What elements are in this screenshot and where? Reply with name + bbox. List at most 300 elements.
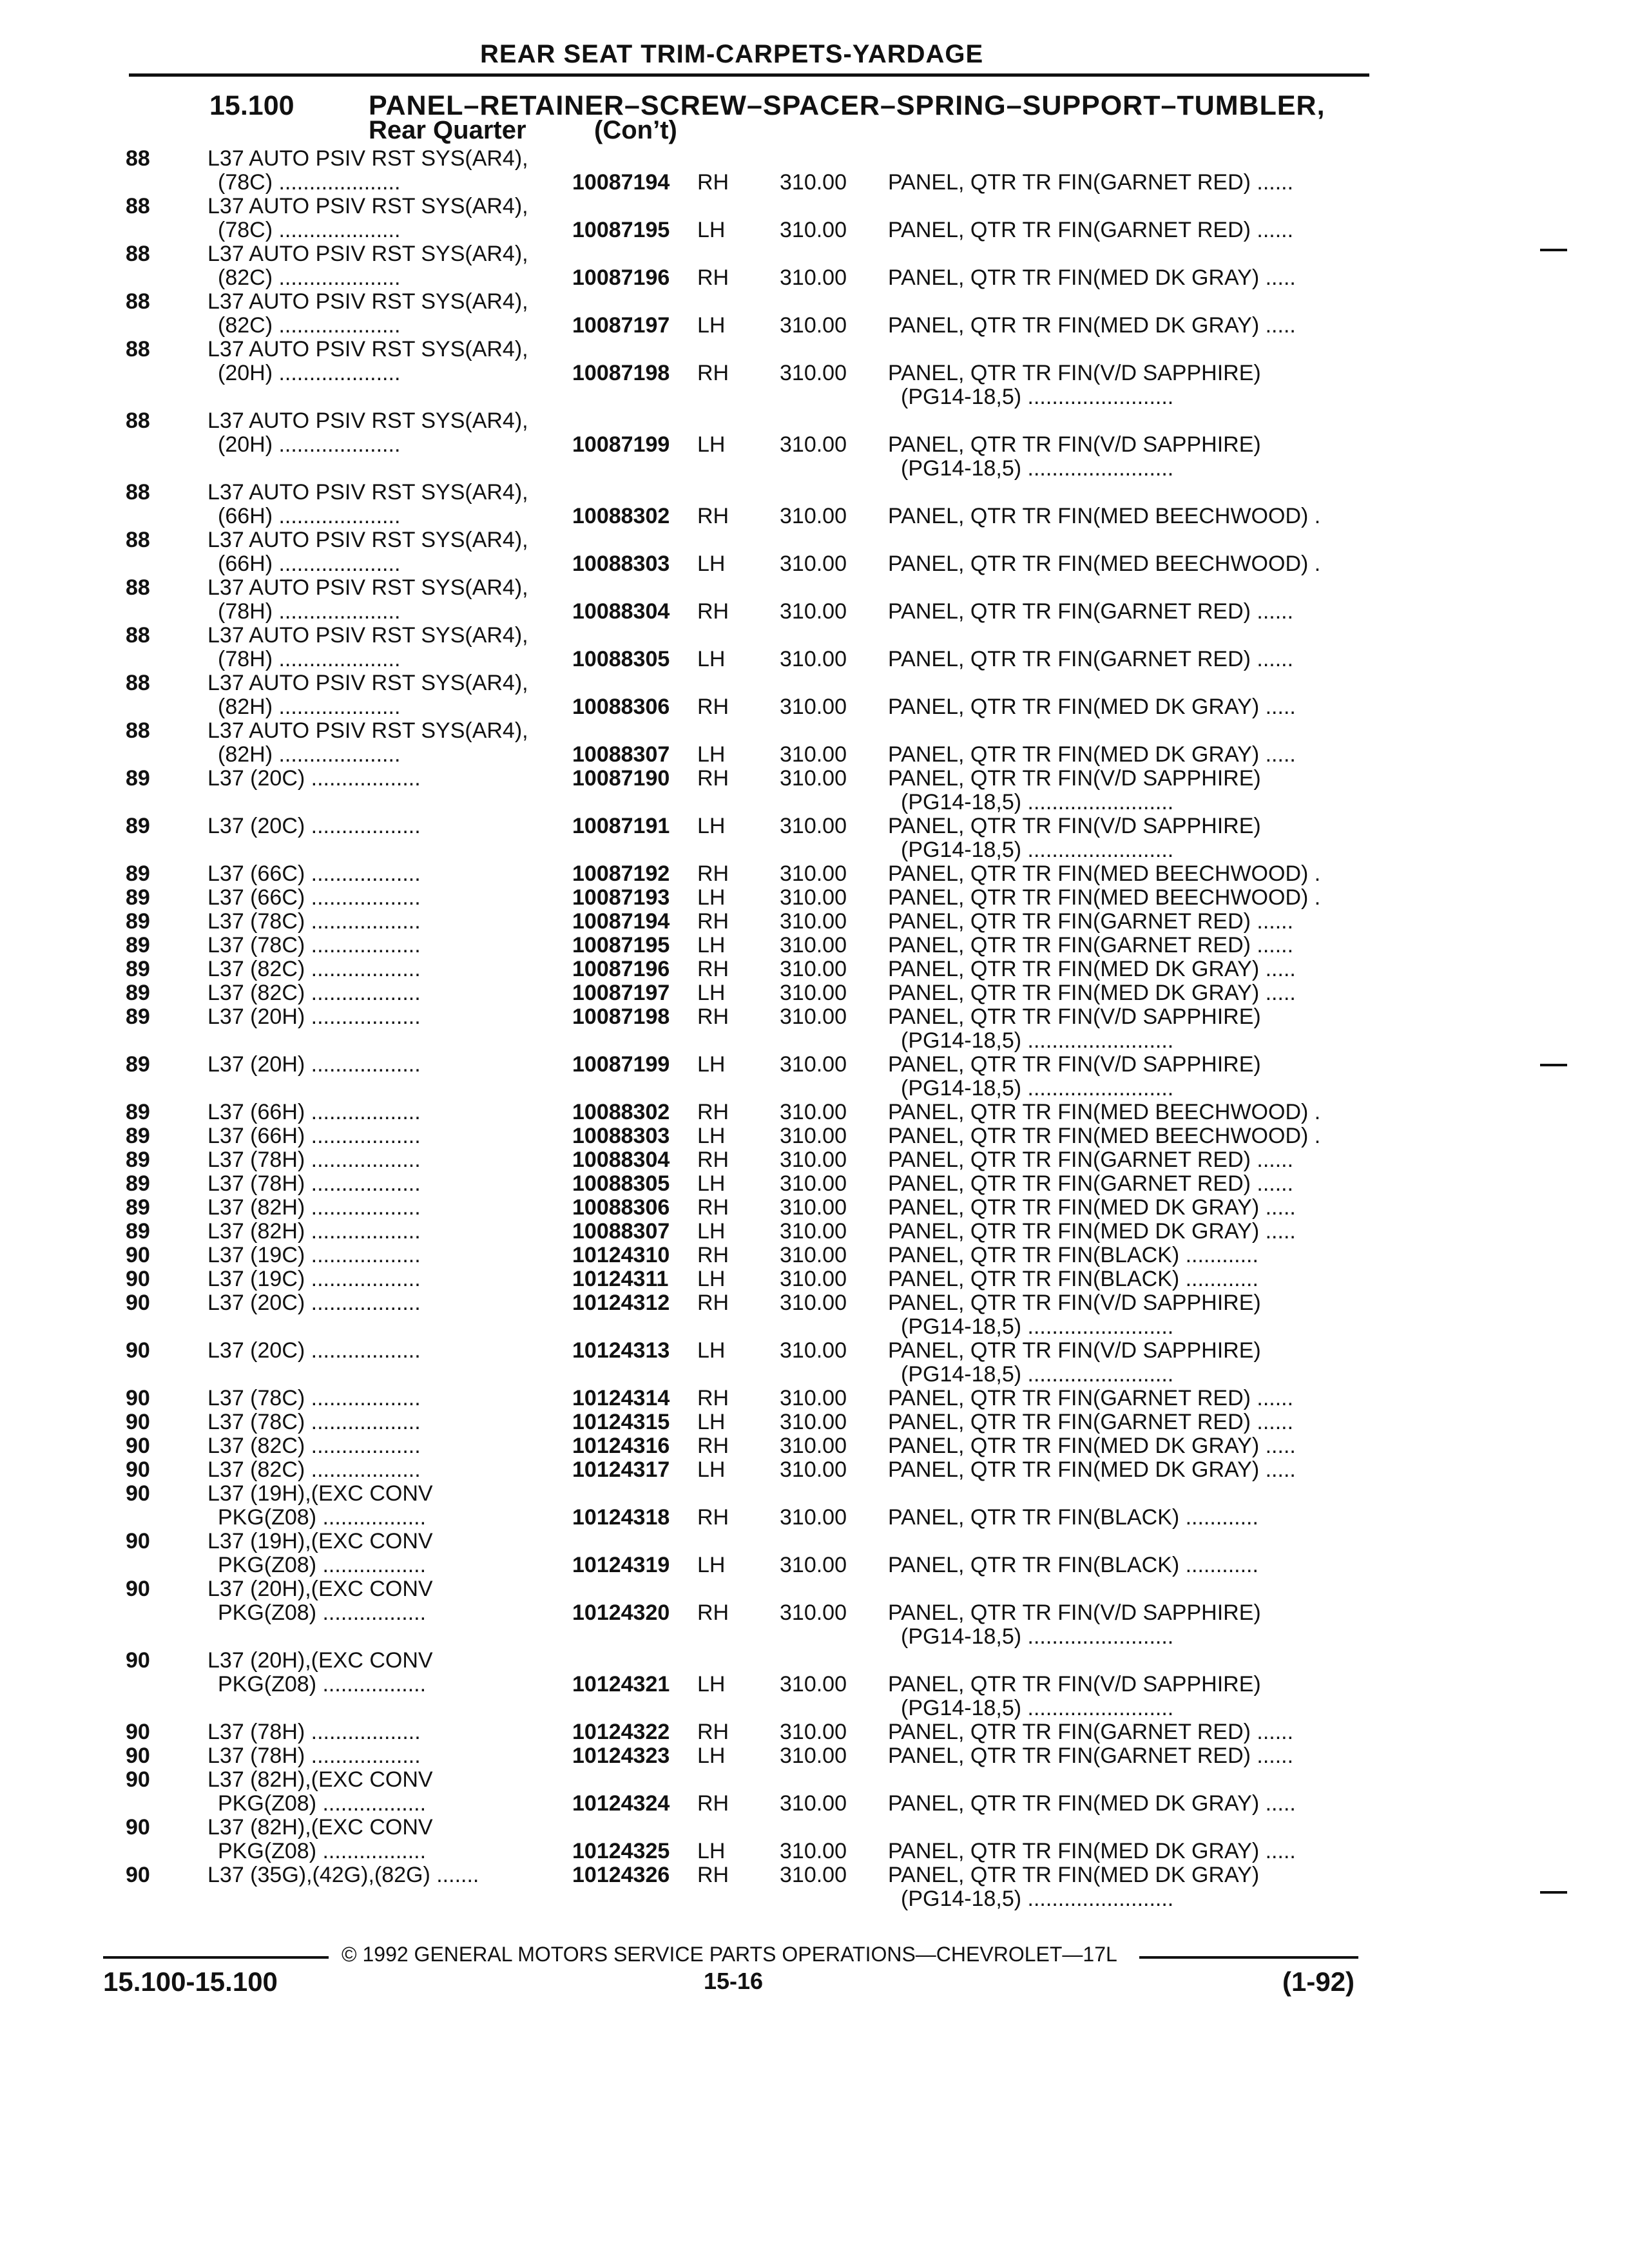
part-description: L37 (20C) .................. [207, 1338, 421, 1363]
part-description: L37 AUTO PSIV RST SYS(AR4), [207, 194, 528, 218]
part-name: PANEL, QTR TR FIN(GARNET RED) ...... [888, 933, 1294, 957]
table-row [0, 671, 1629, 723]
part-name: PANEL, QTR TR FIN(MED DK GRAY) ..... [888, 265, 1296, 290]
part-name: PANEL, QTR TR FIN(MED DK GRAY) ..... [888, 1219, 1296, 1244]
quantity: 310.00 [780, 1457, 847, 1482]
quantity: 310.00 [780, 218, 847, 242]
part-description: L37 (78H) .................. [207, 1171, 421, 1196]
side: LH [697, 1124, 726, 1148]
part-description: L37 AUTO PSIV RST SYS(AR4), [207, 575, 528, 600]
table-row [0, 1482, 1629, 1533]
part-description: L37 (78H) .................. [207, 1744, 421, 1768]
illustration-number: 88 [126, 408, 150, 433]
part-number: 10124315 [572, 1410, 670, 1434]
part-name: PANEL, QTR TR FIN(GARNET RED) ...... [888, 1410, 1294, 1434]
quantity: 310.00 [780, 504, 847, 528]
part-number: 10087191 [572, 814, 670, 838]
quantity: 310.00 [780, 1672, 847, 1696]
footer-date: (1-92) [1282, 1966, 1355, 1997]
side: RH [697, 1148, 729, 1172]
illustration-number: 88 [126, 623, 150, 648]
side: RH [697, 504, 729, 528]
illustration-number: 88 [126, 671, 150, 695]
side: RH [697, 1386, 729, 1410]
page-title: REAR SEAT TRIM-CARPETS-YARDAGE [480, 40, 984, 68]
illustration-number: 88 [126, 575, 150, 600]
part-number: 10124310 [572, 1243, 670, 1267]
part-name: PANEL, QTR TR FIN(V/D SAPPHIRE) [888, 1600, 1261, 1625]
part-number: 10087197 [572, 313, 670, 338]
table-row [0, 147, 1629, 198]
part-description-cont: (82C) .................... [218, 265, 401, 290]
part-name: PANEL, QTR TR FIN(MED DK GRAY) ..... [888, 695, 1296, 719]
part-name: PANEL, QTR TR FIN(BLACK) ............ [888, 1505, 1258, 1530]
part-name: PANEL, QTR TR FIN(MED DK GRAY) ..... [888, 1457, 1296, 1482]
side: LH [697, 1553, 726, 1577]
side: RH [697, 1291, 729, 1315]
footer-section-range: 15.100-15.100 [103, 1966, 278, 1997]
part-number: 10087197 [572, 981, 670, 1005]
illustration-number: 90 [126, 1243, 150, 1267]
part-description: L37 AUTO PSIV RST SYS(AR4), [207, 242, 528, 266]
part-name: PANEL, QTR TR FIN(MED DK GRAY) ..... [888, 1839, 1296, 1863]
side: RH [697, 766, 729, 791]
part-number: 10088302 [572, 504, 670, 528]
side: LH [697, 218, 726, 242]
part-number: 10088305 [572, 1171, 670, 1196]
quantity: 310.00 [780, 1410, 847, 1434]
part-number: 10087190 [572, 766, 670, 791]
part-name: PANEL, QTR TR FIN(V/D SAPPHIRE) [888, 814, 1261, 838]
part-name: PANEL, QTR TR FIN(GARNET RED) ...... [888, 1386, 1294, 1410]
quantity: 310.00 [780, 1291, 847, 1315]
part-name-cont: (PG14-18,5) ........................ [901, 1624, 1174, 1649]
quantity: 310.00 [780, 1600, 847, 1625]
part-description-cont: PKG(Z08) ................. [218, 1839, 427, 1863]
part-number: 10088306 [572, 695, 670, 719]
part-description: L37 (78C) .................. [207, 1386, 421, 1410]
side: LH [697, 814, 726, 838]
part-name-cont: (PG14-18,5) ........................ [901, 385, 1174, 409]
illustration-number: 90 [126, 1457, 150, 1482]
section-title: PANEL–RETAINER–SCREW–SPACER–SPRING–SUPPORT–TUMBLER, [369, 90, 1325, 121]
part-number: 10124312 [572, 1291, 670, 1315]
quantity: 310.00 [780, 933, 847, 957]
part-name-cont: (PG14-18,5) ........................ [901, 790, 1174, 814]
quantity: 310.00 [780, 766, 847, 791]
part-description: L37 (82C) .................. [207, 981, 421, 1005]
part-description: L37 (19C) .................. [207, 1267, 421, 1291]
part-name: PANEL, QTR TR FIN(MED DK GRAY) ..... [888, 742, 1296, 767]
illustration-number: 90 [126, 1481, 150, 1506]
part-number: 10124311 [572, 1267, 669, 1291]
part-description: L37 AUTO PSIV RST SYS(AR4), [207, 146, 528, 171]
side: LH [697, 933, 726, 957]
quantity: 310.00 [780, 1004, 847, 1029]
part-description: L37 (78C) .................. [207, 933, 421, 957]
quantity: 310.00 [780, 361, 847, 385]
side: LH [697, 1457, 726, 1482]
part-description: L37 (82H),(EXC CONV [207, 1815, 433, 1840]
quantity: 310.00 [780, 861, 847, 886]
quantity: 310.00 [780, 957, 847, 981]
side: RH [697, 861, 729, 886]
part-description-cont: PKG(Z08) ................. [218, 1791, 427, 1816]
part-name: PANEL, QTR TR FIN(BLACK) ............ [888, 1267, 1258, 1291]
illustration-number: 90 [126, 1577, 150, 1601]
quantity: 310.00 [780, 1052, 847, 1077]
side: LH [697, 1672, 726, 1696]
footer-copyright: © 1992 GENERAL MOTORS SERVICE PARTS OPERATIONS—CHEVROLET—17L [342, 1943, 1117, 1966]
part-description-cont: (66H) .................... [218, 552, 401, 576]
illustration-number: 89 [126, 909, 150, 934]
part-number: 10088303 [572, 552, 670, 576]
illustration-number: 90 [126, 1386, 150, 1410]
table-row [0, 1577, 1629, 1649]
quantity: 310.00 [780, 1338, 847, 1363]
side: RH [697, 361, 729, 385]
part-description: L37 (20H) .................. [207, 1004, 421, 1029]
part-description: L37 (78H) .................. [207, 1148, 421, 1172]
side: LH [697, 1744, 726, 1768]
part-number: 10087193 [572, 885, 670, 910]
part-name: PANEL, QTR TR FIN(GARNET RED) ...... [888, 218, 1294, 242]
side: RH [697, 1434, 729, 1458]
part-description: L37 AUTO PSIV RST SYS(AR4), [207, 480, 528, 505]
illustration-number: 89 [126, 1004, 150, 1029]
illustration-number: 89 [126, 885, 150, 910]
part-number: 10088307 [572, 1219, 670, 1244]
illustration-number: 89 [126, 933, 150, 957]
part-number: 10088303 [572, 1124, 670, 1148]
part-name: PANEL, QTR TR FIN(GARNET RED) ...... [888, 170, 1294, 195]
part-number: 10124317 [572, 1457, 670, 1482]
table-row [0, 1005, 1629, 1057]
illustration-number: 89 [126, 1124, 150, 1148]
part-name: PANEL, QTR TR FIN(V/D SAPPHIRE) [888, 1672, 1261, 1696]
illustration-number: 89 [126, 861, 150, 886]
illustration-number: 89 [126, 1219, 150, 1244]
part-number: 10087199 [572, 432, 670, 457]
part-name: PANEL, QTR TR FIN(MED BEECHWOOD) . [888, 1124, 1321, 1148]
part-description: L37 (82H) .................. [207, 1195, 421, 1220]
part-description: L37 (82H),(EXC CONV [207, 1767, 433, 1792]
part-number: 10087199 [572, 1052, 670, 1077]
side: RH [697, 695, 729, 719]
part-number: 10087195 [572, 933, 670, 957]
quantity: 310.00 [780, 1171, 847, 1196]
part-number: 10088305 [572, 647, 670, 671]
part-description: L37 (20C) .................. [207, 814, 421, 838]
part-description: L37 AUTO PSIV RST SYS(AR4), [207, 623, 528, 648]
part-number: 10124322 [572, 1720, 670, 1744]
illustration-number: 90 [126, 1720, 150, 1744]
part-name: PANEL, QTR TR FIN(MED BEECHWOOD) . [888, 504, 1321, 528]
part-number: 10087192 [572, 861, 670, 886]
part-description: L37 (82C) .................. [207, 1457, 421, 1482]
table-row [0, 719, 1629, 771]
part-description-cont: (82H) .................... [218, 742, 401, 767]
part-name: PANEL, QTR TR FIN(V/D SAPPHIRE) [888, 1291, 1261, 1315]
part-description: L37 (20C) .................. [207, 766, 421, 791]
illustration-number: 90 [126, 1648, 150, 1673]
side: LH [697, 1839, 726, 1863]
footer-rule-right [1139, 1956, 1358, 1959]
part-name: PANEL, QTR TR FIN(MED BEECHWOOD) . [888, 861, 1321, 886]
illustration-number: 90 [126, 1529, 150, 1553]
part-name: PANEL, QTR TR FIN(MED DK GRAY) ..... [888, 957, 1296, 981]
side: LH [697, 1338, 726, 1363]
part-description: L37 (20H),(EXC CONV [207, 1577, 433, 1601]
part-name: PANEL, QTR TR FIN(GARNET RED) ...... [888, 1744, 1294, 1768]
quantity: 310.00 [780, 552, 847, 576]
part-description-cont: (78C) .................... [218, 218, 401, 242]
part-name: PANEL, QTR TR FIN(MED BEECHWOOD) . [888, 552, 1321, 576]
side: RH [697, 1505, 729, 1530]
illustration-number: 89 [126, 766, 150, 791]
quantity: 310.00 [780, 1839, 847, 1863]
section-continued: (Con’t) [594, 116, 677, 144]
table-row [0, 408, 1629, 481]
part-description: L37 (82H) .................. [207, 1219, 421, 1244]
quantity: 310.00 [780, 599, 847, 624]
side: RH [697, 1004, 729, 1029]
quantity: 310.00 [780, 170, 847, 195]
part-number: 10124325 [572, 1839, 670, 1863]
part-name: PANEL, QTR TR FIN(MED BEECHWOOD) . [888, 885, 1321, 910]
part-name-cont: (PG14-18,5) ........................ [901, 838, 1174, 862]
quantity: 310.00 [780, 1100, 847, 1124]
table-row [0, 1648, 1629, 1720]
quantity: 310.00 [780, 1386, 847, 1410]
illustration-number: 88 [126, 718, 150, 743]
part-description-cont: PKG(Z08) ................. [218, 1672, 427, 1696]
part-number: 10124324 [572, 1791, 670, 1816]
part-number: 10087195 [572, 218, 670, 242]
part-name-cont: (PG14-18,5) ........................ [901, 1362, 1174, 1387]
quantity: 310.00 [780, 647, 847, 671]
part-name-cont: (PG14-18,5) ........................ [901, 1887, 1174, 1911]
part-description: L37 (78C) .................. [207, 909, 421, 934]
quantity: 310.00 [780, 1219, 847, 1244]
part-name-cont: (PG14-18,5) ........................ [901, 1076, 1174, 1100]
part-description: L37 AUTO PSIV RST SYS(AR4), [207, 718, 528, 743]
part-description: L37 (82C) .................. [207, 957, 421, 981]
part-number: 10087194 [572, 909, 670, 934]
table-row [0, 242, 1629, 294]
part-description: L37 (66H) .................. [207, 1124, 421, 1148]
part-number: 10124323 [572, 1744, 670, 1768]
illustration-number: 90 [126, 1815, 150, 1840]
part-description-cont: PKG(Z08) ................. [218, 1505, 427, 1530]
side: RH [697, 599, 729, 624]
side: RH [697, 170, 729, 195]
table-row [0, 576, 1629, 628]
quantity: 310.00 [780, 1863, 847, 1887]
part-name: PANEL, QTR TR FIN(V/D SAPPHIRE) [888, 361, 1261, 385]
quantity: 310.00 [780, 742, 847, 767]
part-name-cont: (PG14-18,5) ........................ [901, 1314, 1174, 1339]
part-description: L37 (66H) .................. [207, 1100, 421, 1124]
illustration-number: 89 [126, 981, 150, 1005]
part-description: L37 (66C) .................. [207, 861, 421, 886]
part-description: L37 (20H) .................. [207, 1052, 421, 1077]
part-name: PANEL, QTR TR FIN(MED DK GRAY) ..... [888, 981, 1296, 1005]
part-name: PANEL, QTR TR FIN(BLACK) ............ [888, 1243, 1258, 1267]
illustration-number: 89 [126, 1148, 150, 1172]
quantity: 310.00 [780, 265, 847, 290]
quantity: 310.00 [780, 432, 847, 457]
table-row [0, 814, 1629, 866]
part-number: 10087198 [572, 1004, 670, 1029]
section-number: 15.100 [209, 90, 294, 121]
illustration-number: 89 [126, 1052, 150, 1077]
illustration-number: 89 [126, 957, 150, 981]
quantity: 310.00 [780, 1267, 847, 1291]
part-description: L37 AUTO PSIV RST SYS(AR4), [207, 671, 528, 695]
part-name: PANEL, QTR TR FIN(GARNET RED) ...... [888, 599, 1294, 624]
part-name: PANEL, QTR TR FIN(V/D SAPPHIRE) [888, 1338, 1261, 1363]
quantity: 310.00 [780, 981, 847, 1005]
side: LH [697, 885, 726, 910]
illustration-number: 88 [126, 480, 150, 505]
part-name: PANEL, QTR TR FIN(GARNET RED) ...... [888, 647, 1294, 671]
side: LH [697, 1052, 726, 1077]
part-name-cont: (PG14-18,5) ........................ [901, 1696, 1174, 1720]
part-description-cont: (82C) .................... [218, 313, 401, 338]
table-row [0, 1053, 1629, 1104]
part-name: PANEL, QTR TR FIN(MED BEECHWOOD) . [888, 1100, 1321, 1124]
side: RH [697, 1791, 729, 1816]
table-row [0, 624, 1629, 675]
part-description: L37 AUTO PSIV RST SYS(AR4), [207, 289, 528, 314]
quantity: 310.00 [780, 1791, 847, 1816]
side: RH [697, 1195, 729, 1220]
section-subtitle: Rear Quarter [369, 116, 526, 144]
quantity: 310.00 [780, 695, 847, 719]
side: RH [697, 1100, 729, 1124]
table-row [0, 1530, 1629, 1581]
quantity: 310.00 [780, 885, 847, 910]
part-number: 10088302 [572, 1100, 670, 1124]
table-row [0, 290, 1629, 341]
part-description: L37 (82C) .................. [207, 1434, 421, 1458]
part-description: L37 (19H),(EXC CONV [207, 1529, 433, 1553]
illustration-number: 90 [126, 1267, 150, 1291]
part-description: L37 (20H),(EXC CONV [207, 1648, 433, 1673]
part-name: PANEL, QTR TR FIN(GARNET RED) ...... [888, 909, 1294, 934]
part-name: PANEL, QTR TR FIN(V/D SAPPHIRE) [888, 766, 1261, 791]
table-row [0, 1339, 1629, 1390]
part-number: 10088304 [572, 599, 670, 624]
part-name: PANEL, QTR TR FIN(BLACK) ............ [888, 1553, 1258, 1577]
illustration-number: 90 [126, 1291, 150, 1315]
illustration-number: 89 [126, 814, 150, 838]
illustration-number: 90 [126, 1744, 150, 1768]
part-number: 10124313 [572, 1338, 670, 1363]
side: LH [697, 1171, 726, 1196]
side: LH [697, 1267, 726, 1291]
part-description-cont: PKG(Z08) ................. [218, 1553, 427, 1577]
quantity: 310.00 [780, 1148, 847, 1172]
side: RH [697, 957, 729, 981]
part-name: PANEL, QTR TR FIN(V/D SAPPHIRE) [888, 1052, 1261, 1077]
part-number: 10124326 [572, 1863, 670, 1887]
part-description: L37 AUTO PSIV RST SYS(AR4), [207, 337, 528, 361]
part-description-cont: (78H) .................... [218, 647, 401, 671]
illustration-number: 88 [126, 146, 150, 171]
part-description-cont: (78H) .................... [218, 599, 401, 624]
part-name: PANEL, QTR TR FIN(MED DK GRAY) ..... [888, 313, 1296, 338]
side: RH [697, 1863, 729, 1887]
part-name-cont: (PG14-18,5) ........................ [901, 456, 1174, 481]
part-name: PANEL, QTR TR FIN(GARNET RED) ...... [888, 1171, 1294, 1196]
illustration-number: 89 [126, 1100, 150, 1124]
part-number: 10087196 [572, 957, 670, 981]
illustration-number: 90 [126, 1434, 150, 1458]
part-description-cont: (78C) .................... [218, 170, 401, 195]
illustration-number: 88 [126, 528, 150, 552]
part-description: L37 (20C) .................. [207, 1291, 421, 1315]
part-name: PANEL, QTR TR FIN(V/D SAPPHIRE) [888, 432, 1261, 457]
side: LH [697, 1410, 726, 1434]
part-name: PANEL, QTR TR FIN(MED DK GRAY) ..... [888, 1791, 1296, 1816]
illustration-number: 90 [126, 1863, 150, 1887]
part-number: 10088306 [572, 1195, 670, 1220]
side: RH [697, 1243, 729, 1267]
part-description: L37 (19C) .................. [207, 1243, 421, 1267]
side: LH [697, 647, 726, 671]
table-row [0, 1768, 1629, 1820]
illustration-number: 89 [126, 1195, 150, 1220]
side: LH [697, 742, 726, 767]
table-row [0, 195, 1629, 246]
part-description: L37 (78C) .................. [207, 1410, 421, 1434]
quantity: 310.00 [780, 1195, 847, 1220]
table-row [0, 528, 1629, 580]
illustration-number: 89 [126, 1171, 150, 1196]
part-number: 10087196 [572, 265, 670, 290]
part-description: L37 AUTO PSIV RST SYS(AR4), [207, 408, 528, 433]
illustration-number: 90 [126, 1338, 150, 1363]
quantity: 310.00 [780, 1553, 847, 1577]
illustration-number: 88 [126, 194, 150, 218]
side: LH [697, 313, 726, 338]
part-name: PANEL, QTR TR FIN(GARNET RED) ...... [888, 1148, 1294, 1172]
part-description: L37 (19H),(EXC CONV [207, 1481, 433, 1506]
part-number: 10124314 [572, 1386, 670, 1410]
side: LH [697, 432, 726, 457]
table-row [0, 1291, 1629, 1343]
part-description: L37 (66C) .................. [207, 885, 421, 910]
part-name: PANEL, QTR TR FIN(GARNET RED) ...... [888, 1720, 1294, 1744]
part-number: 10087194 [572, 170, 670, 195]
part-number: 10124319 [572, 1553, 670, 1577]
part-description: L37 (78H) .................. [207, 1720, 421, 1744]
part-number: 10088307 [572, 742, 670, 767]
part-number: 10124321 [572, 1672, 670, 1696]
quantity: 310.00 [780, 1744, 847, 1768]
part-name: PANEL, QTR TR FIN(MED DK GRAY) ..... [888, 1195, 1296, 1220]
table-row [0, 337, 1629, 409]
side: RH [697, 1600, 729, 1625]
footer-page-number: 15-16 [704, 1968, 764, 1994]
quantity: 310.00 [780, 1505, 847, 1530]
part-description: L37 AUTO PSIV RST SYS(AR4), [207, 528, 528, 552]
table-row [0, 1863, 1629, 1915]
quantity: 310.00 [780, 313, 847, 338]
quantity: 310.00 [780, 1434, 847, 1458]
